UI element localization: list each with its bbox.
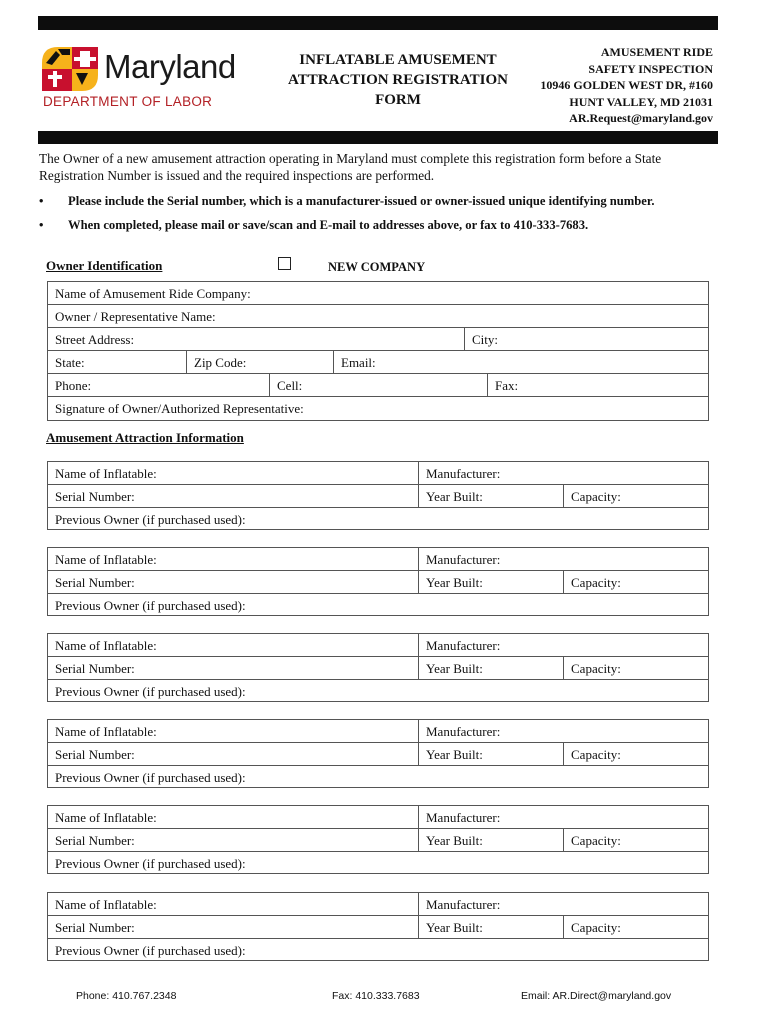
- attraction-table: [47, 805, 709, 874]
- table-row: [48, 893, 708, 916]
- intro-paragraph: The Owner of a new amusement attraction operating in Maryland must complete this registration form before a State Registration Number is issued and the required inspections are performed.: [39, 151, 662, 183]
- address-line: HUNT VALLEY, MD 21031: [569, 94, 713, 109]
- city-field[interactable]: City:: [464, 328, 710, 350]
- zip-code-field[interactable]: Zip Code:: [186, 351, 333, 373]
- table-row: [48, 397, 708, 420]
- owner-section-heading: Owner Identification: [46, 258, 163, 273]
- serial-number-field[interactable]: Serial Number:: [55, 661, 135, 676]
- inflatable-name-field[interactable]: Name of Inflatable:: [55, 810, 157, 825]
- table-row: [48, 548, 708, 571]
- footer-fax: Fax: 410.333.7683: [332, 990, 420, 1002]
- year-built-field[interactable]: Year Built:: [418, 829, 563, 851]
- serial-number-field[interactable]: Serial Number:: [55, 489, 135, 504]
- previous-owner-field[interactable]: Previous Owner (if purchased used):: [55, 943, 246, 958]
- attraction-section-heading: Amusement Attraction Information: [46, 430, 244, 445]
- serial-number-field[interactable]: Serial Number:: [55, 747, 135, 762]
- phone-field[interactable]: Phone:: [55, 378, 92, 393]
- table-row: [48, 328, 708, 351]
- previous-owner-field[interactable]: Previous Owner (if purchased used):: [55, 770, 246, 785]
- table-row: [48, 485, 708, 508]
- form-title-line: FORM: [375, 92, 421, 108]
- table-row: [48, 508, 708, 531]
- cell-field[interactable]: Cell:: [269, 374, 487, 396]
- year-built-field[interactable]: Year Built:: [418, 743, 563, 765]
- footer-phone: Phone: 410.767.2348: [76, 990, 177, 1002]
- representative-name-field[interactable]: Owner / Representative Name:: [55, 309, 216, 324]
- table-row: [48, 571, 708, 594]
- previous-owner-field[interactable]: Previous Owner (if purchased used):: [55, 684, 246, 699]
- table-row: [48, 680, 708, 703]
- logo-department: DEPARTMENT OF LABOR: [43, 94, 213, 109]
- office-address: [540, 44, 713, 127]
- capacity-field[interactable]: Capacity:: [563, 657, 710, 679]
- table-row: [48, 720, 708, 743]
- capacity-field[interactable]: Capacity:: [563, 485, 710, 507]
- address-line: SAFETY INSPECTION: [588, 61, 713, 76]
- table-row: [48, 939, 708, 962]
- address-email-link[interactable]: AR.Request@maryland.gov: [569, 111, 713, 125]
- table-row: [48, 743, 708, 766]
- manufacturer-field[interactable]: Manufacturer:: [418, 634, 710, 656]
- logo-wordmark: Maryland: [104, 48, 236, 85]
- form-title-line: INFLATABLE AMUSEMENT: [299, 52, 497, 68]
- table-row: [48, 852, 708, 875]
- street-address-field[interactable]: Street Address:: [55, 332, 135, 347]
- address-line: AMUSEMENT RIDE: [600, 45, 713, 59]
- owner-table: [47, 281, 709, 421]
- form-title: [278, 50, 518, 110]
- previous-owner-field[interactable]: Previous Owner (if purchased used):: [55, 512, 246, 527]
- maryland-flag-icon: [42, 47, 98, 91]
- previous-owner-field[interactable]: Previous Owner (if purchased used):: [55, 598, 246, 613]
- footer-email: Email: AR.Direct@maryland.gov: [521, 990, 672, 1002]
- capacity-field[interactable]: Capacity:: [563, 916, 710, 938]
- attraction-table: [47, 461, 709, 530]
- inflatable-name-field[interactable]: Name of Inflatable:: [55, 552, 157, 567]
- serial-number-field[interactable]: Serial Number:: [55, 833, 135, 848]
- year-built-field[interactable]: Year Built:: [418, 485, 563, 507]
- table-row: [48, 634, 708, 657]
- table-row: [48, 351, 708, 374]
- capacity-field[interactable]: Capacity:: [563, 829, 710, 851]
- year-built-field[interactable]: Year Built:: [418, 571, 563, 593]
- attraction-table: [47, 892, 709, 961]
- email-field[interactable]: Email:: [333, 351, 710, 373]
- capacity-field[interactable]: Capacity:: [563, 743, 710, 765]
- company-name-field[interactable]: Name of Amusement Ride Company:: [55, 286, 251, 301]
- header-bottom-bar: [38, 131, 718, 144]
- table-row: [48, 594, 708, 617]
- manufacturer-field[interactable]: Manufacturer:: [418, 720, 710, 742]
- manufacturer-field[interactable]: Manufacturer:: [418, 462, 710, 484]
- table-row: [48, 916, 708, 939]
- table-row: [48, 305, 708, 328]
- manufacturer-field[interactable]: Manufacturer:: [418, 548, 710, 570]
- fax-field[interactable]: Fax:: [487, 374, 710, 396]
- table-row: [48, 374, 708, 397]
- instruction-list: [39, 191, 729, 239]
- serial-number-field[interactable]: Serial Number:: [55, 920, 135, 935]
- signature-field[interactable]: Signature of Owner/Authorized Representative:: [55, 401, 304, 416]
- manufacturer-field[interactable]: Manufacturer:: [418, 893, 710, 915]
- inflatable-name-field[interactable]: Name of Inflatable:: [55, 724, 157, 739]
- table-row: [48, 462, 708, 485]
- attraction-table: [47, 633, 709, 702]
- year-built-field[interactable]: Year Built:: [418, 657, 563, 679]
- inflatable-name-field[interactable]: Name of Inflatable:: [55, 897, 157, 912]
- instruction-item: • Please include the Serial number, which is a manufacturer-issued or owner-issued unique identifying number.: [39, 191, 729, 215]
- instruction-item: • When completed, please mail or save/scan and E-mail to addresses above, or fax to 410-333-7683.: [39, 215, 729, 239]
- table-row: [48, 657, 708, 680]
- year-built-field[interactable]: Year Built:: [418, 916, 563, 938]
- address-line: 10946 GOLDEN WEST DR, #160: [540, 78, 713, 92]
- new-company-checkbox[interactable]: [278, 257, 291, 270]
- table-row: [48, 282, 708, 305]
- table-row: [48, 806, 708, 829]
- state-field[interactable]: State:: [55, 355, 85, 370]
- table-row: [48, 829, 708, 852]
- attraction-table: [47, 547, 709, 616]
- maryland-logo: [42, 46, 267, 111]
- serial-number-field[interactable]: Serial Number:: [55, 575, 135, 590]
- attraction-table: [47, 719, 709, 788]
- inflatable-name-field[interactable]: Name of Inflatable:: [55, 466, 157, 481]
- capacity-field[interactable]: Capacity:: [563, 571, 710, 593]
- form-title-line: ATTRACTION REGISTRATION: [288, 72, 508, 88]
- previous-owner-field[interactable]: Previous Owner (if purchased used):: [55, 856, 246, 871]
- inflatable-name-field[interactable]: Name of Inflatable:: [55, 638, 157, 653]
- header-top-bar: [38, 16, 718, 30]
- manufacturer-field[interactable]: Manufacturer:: [418, 806, 710, 828]
- new-company-label: NEW COMPANY: [328, 260, 426, 274]
- table-row: [48, 766, 708, 789]
